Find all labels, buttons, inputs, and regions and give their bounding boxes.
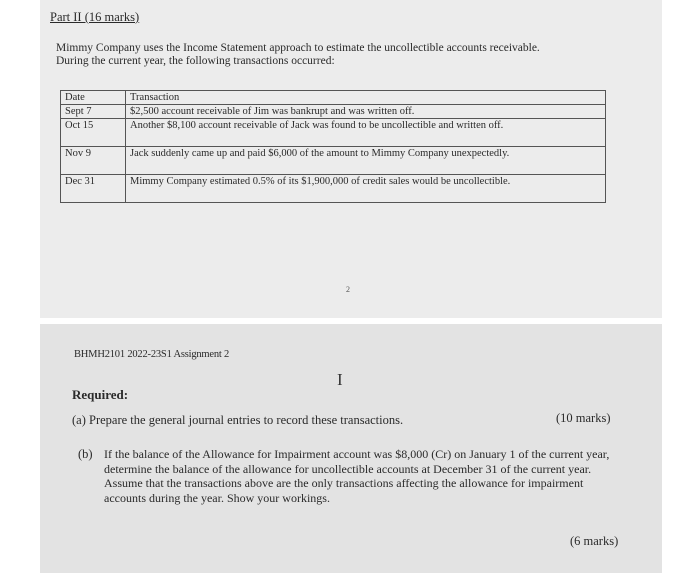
question-b-label: (b) (78, 447, 93, 461)
question-b-marks: (6 marks) (570, 534, 619, 548)
row-date: Nov 9 (61, 147, 126, 175)
row-transaction: Another $8,100 account receivable of Jack was found to be uncollectible and written off. (126, 119, 606, 147)
row-date: Sept 7 (61, 105, 126, 119)
transaction-header: Transaction (126, 91, 606, 105)
table-row (61, 175, 606, 203)
page-number: 2 (346, 285, 350, 294)
row-transaction: Mimmy Company estimated 0.5% of its $1,900,000 of credit sales would be uncollectible. (126, 175, 606, 203)
date-header: Date (61, 91, 126, 105)
assignment-header: BHMH2101 2022-23S1 Assignment 2 (74, 349, 230, 360)
row-transaction: Jack suddenly came up and paid $6,000 of the amount to Mimmy Company unexpectedly. (126, 147, 606, 175)
required-label: Required: (72, 387, 129, 402)
transactions-table (60, 90, 606, 203)
part-title: Part II (16 marks) (50, 10, 140, 24)
table-header-row (61, 91, 606, 105)
row-date: Dec 31 (61, 175, 126, 203)
table-row (61, 119, 606, 147)
intro-paragraph: Mimmy Company uses the Income Statement approach to estimate the uncollectible accounts receivable. During the current year, the following transactions occurred: (56, 42, 540, 67)
question-a-marks: (10 marks) (556, 411, 611, 425)
table-row (61, 105, 606, 119)
question-a-text: (a) Prepare the general journal entries to record these transactions. (72, 413, 404, 427)
row-date: Oct 15 (61, 119, 126, 147)
text-cursor-icon: I (337, 370, 343, 389)
row-transaction: $2,500 account receivable of Jim was bankrupt and was written off. (126, 105, 606, 119)
question-b-text: If the balance of the Allowance for Impairment account was $8,000 (Cr) on January 1 of the current year, determine the balance of the allowance for uncollectible accounts at December 31 of the current year. Assume that the transactions above are the only transactions affecting the allowance for impairment accounts during the year. Show your workings. (104, 447, 610, 505)
table-row (61, 147, 606, 175)
